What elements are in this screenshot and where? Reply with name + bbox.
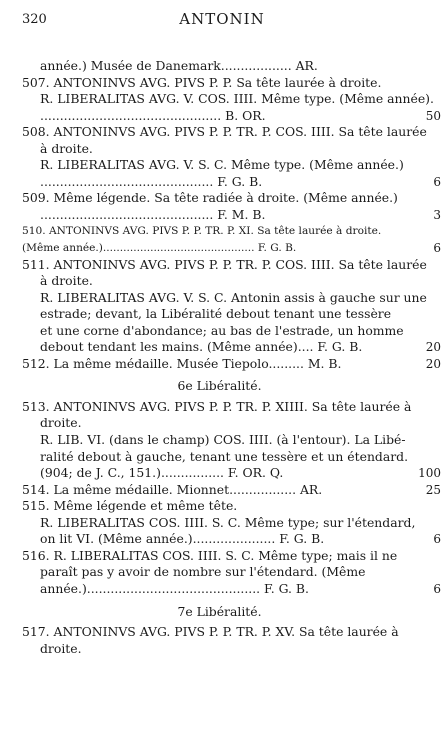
count-value: 6 [433,241,441,256]
text-line [22,624,417,641]
text-line [22,564,417,581]
line-text: R. LIBERALITAS AVG. V. S. C. Même type. (Même année.) [40,157,404,173]
text-line [22,124,427,141]
text-line [22,58,417,75]
text-line [22,157,417,174]
count-value: 3 [433,207,441,222]
text-line [22,190,417,207]
text-line [22,432,417,449]
line-text: .............................................. B. OR. [40,107,266,123]
text-line [22,481,441,499]
line-text: 511. ANTONINVS AVG. PIVS P. P. TR. P. COS. IIII. Sa tête laurée [22,256,427,272]
text-line [22,323,417,340]
text-line [22,206,441,224]
text-line [22,498,417,515]
catalogue-text [22,58,441,657]
text-line [22,240,441,257]
line-text: R. LIBERALITAS AVG. V. COS. IIII. Même type. (Même année). [40,91,434,107]
count-value: 25 [425,482,441,497]
text-line [22,580,441,598]
line-text: paraît pas y avoir de nombre sur l'étendard. (Même [40,564,366,580]
line-text: 508. ANTONINVS AVG. PIVS P. P. TR. P. COS. IIII. Sa tête laurée [22,124,427,140]
line-text: 510. ANTONINVS AVG. PIVS P. P. TR. P. XI. Sa tête laurée à droite. [22,225,382,238]
line-text: 507. ANTONINVS AVG. PIVS P. P. Sa tête laurée à droite. [22,74,382,90]
line-text: 515. Même légende et même tête. [22,498,238,514]
line-text: 7e Libéralité. [177,603,262,619]
text-line [22,339,441,356]
text-line [22,107,441,125]
count-value: 6 [433,581,441,596]
line-text: debout tendant les mains. (Même année).... F. G. B. [40,339,363,355]
text-line [22,91,434,108]
text-line [22,256,427,274]
line-text: estrade; devant, la Libéralité debout tenant une tessère [40,306,392,322]
text-line [22,415,417,432]
line-text: (Même année.)............................................. F. G. B. [22,242,297,255]
line-text: à droite. [40,273,93,289]
line-text: 513. ANTONINVS AVG. PIVS P. P. TR. P. XIIII. Sa tête laurée à [22,398,412,414]
text-line [22,449,417,466]
text-line [22,223,417,240]
count-value: 50 [425,108,441,123]
text-line [22,515,417,532]
text-line [22,641,417,658]
count-value: 100 [418,466,441,481]
line-text: ralité debout à gauche, tenant une tessère et un étendard. [40,448,409,464]
count-value: 20 [425,340,441,355]
line-text: à droite. [40,140,93,156]
count-value: 20 [425,356,441,371]
text-line [22,273,417,290]
line-text: droite. [40,640,82,656]
section-heading [22,604,417,621]
line-text: ............................................ F. M. B. [40,206,266,222]
line-text: R. LIBERALITAS COS. IIII. S. C. Même type; sur l'étendard, [40,514,416,530]
text-line [22,399,417,416]
line-text: et une corne d'abondance; au bas de l'estrade, un homme [40,322,404,338]
text-line [22,306,417,323]
text-line [22,141,417,158]
count-value: 6 [433,532,441,547]
line-text: droite. [40,415,82,431]
section-heading [22,378,417,395]
text-line [22,75,417,92]
text-line [22,465,441,482]
line-text: on lit VI. (Même année.)..................... F. G. B. [40,531,325,547]
line-text: ............................................ F. G. B. [40,173,263,189]
text-line [22,355,441,373]
line-text: 516. R. LIBERALITAS COS. IIII. S. C. Même type; mais il ne [22,547,398,563]
line-text: année.) Musée de Danemark.................. AR. [40,58,318,73]
line-text: 6e Libéralité. [177,378,262,394]
text-line [22,289,427,307]
page-number: 320 [22,12,47,27]
text-line [22,531,441,548]
page-header [22,10,422,32]
line-text: 509. Même légende. Sa tête radiée à droite. (Même année.) [22,190,398,206]
line-text: (904; de J. C., 151.)................ F. OR. Q. [40,465,284,481]
line-text: 517. ANTONINVS AVG. PIVS P. P. TR. P. XV. Sa tête laurée à [22,624,399,640]
count-value: 6 [433,174,441,189]
line-text: R. LIB. VI. (dans le champ) COS. IIII. (à l'entour). La Libé- [40,432,406,448]
text-line [22,548,417,565]
line-text: 512. La même médaille. Musée Tiepolo......... M. B. [22,355,342,371]
running-title: ANTONIN [179,10,265,28]
line-text: année.)............................................ F. G. B. [40,580,309,596]
line-text: R. LIBERALITAS AVG. V. S. C. Antonin assis à gauche sur une [40,289,427,305]
text-line [22,173,441,191]
line-text: 514. La même médaille. Mionnet................. AR. [22,481,323,497]
